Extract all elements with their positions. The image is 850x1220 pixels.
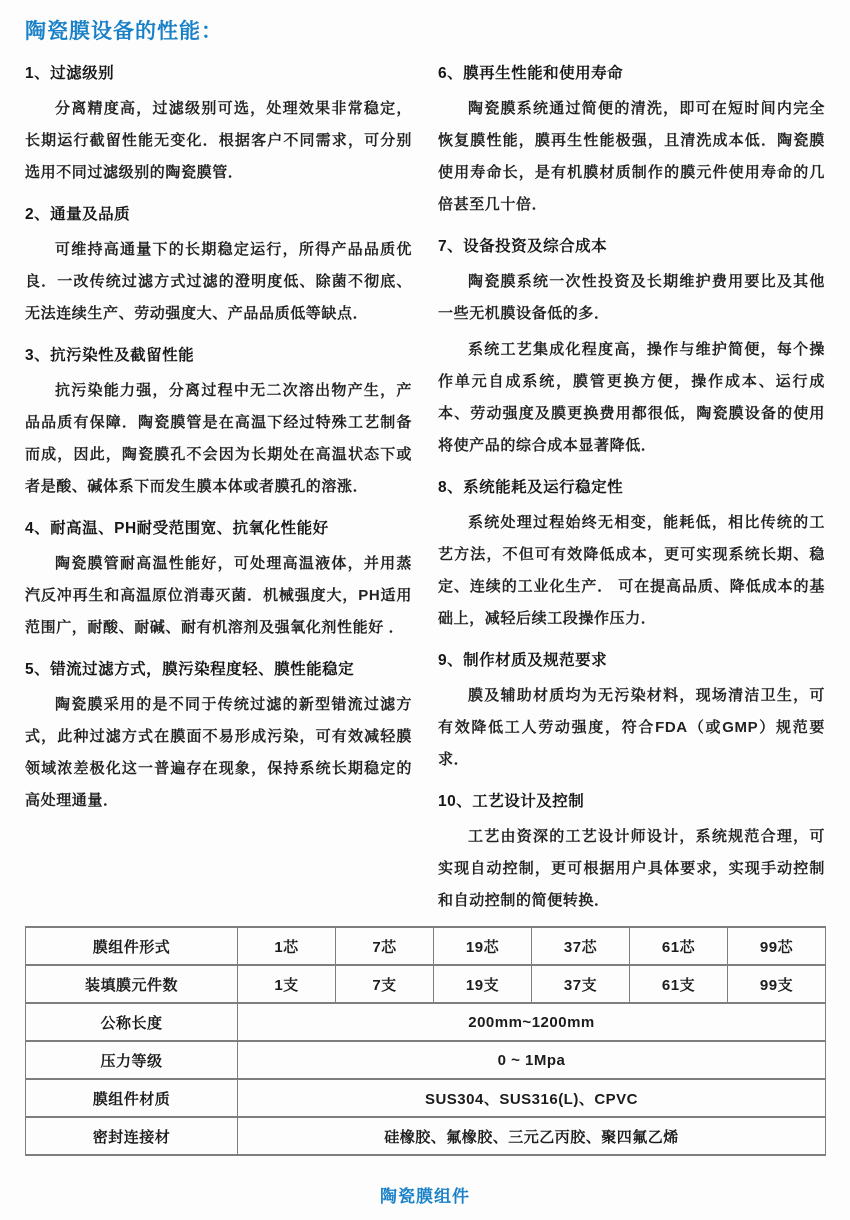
section-paragraph: 系统工艺集成化程度高，操作与维护简便，每个操作单元自成系统，膜管更换方便，操作成本、运行成本、劳动强度及膜更换费用都很低，陶瓷膜设备的使用将使产品的综合成本显著降低． xyxy=(438,341,825,454)
left-column xyxy=(25,60,412,912)
page-title: 陶瓷膜设备的性能： xyxy=(25,20,223,43)
section-paragraph: 可维持高通量下的长期稳定运行，所得产品品质优良．一改传统过滤方式过滤的澄明度低、除菌不彻底、无法连续生产、劳动强度大、产品品质低等缺点． xyxy=(25,241,412,322)
section-heading: 5、错流过滤方式，膜污染程度轻、膜性能稳定 xyxy=(25,661,355,678)
row-value: 硅橡胶、氟橡胶、三元乙丙胶、聚四氟乙烯 xyxy=(238,1117,826,1155)
row-label: 压力等级 xyxy=(26,1041,238,1079)
section-paragraph: 陶瓷膜系统通过简便的清洗，即可在短时间内完全恢复膜性能，膜再生性能极强，且清洗成本低．陶瓷膜使用寿命长，是有机膜材质制作的膜元件使用寿命的几倍甚至几十倍． xyxy=(438,100,825,213)
row-value: 7芯 xyxy=(336,927,434,965)
section-5-crossflow-filtration xyxy=(25,660,412,817)
section-paragraph: 陶瓷膜管耐高温性能好，可处理高温液体，并用蒸汽反冲再生和高温原位消毒灭菌．机械强度大，PH适用范围广，耐酸、耐碱、耐有机溶剂及强氧化剂性能好 ． xyxy=(25,555,412,636)
footer-caption: 陶瓷膜组件 xyxy=(380,1187,470,1206)
spec-table xyxy=(25,926,826,1156)
table-row-nominal-length xyxy=(26,1003,826,1041)
row-label: 膜组件形式 xyxy=(26,927,238,965)
row-value: 99支 xyxy=(728,965,826,1003)
section-1-filtration-level xyxy=(25,64,412,189)
row-value: 37芯 xyxy=(532,927,630,965)
section-heading: 10、工艺设计及控制 xyxy=(438,793,585,810)
section-10-process-design-control xyxy=(438,792,825,912)
section-7-investment-cost xyxy=(438,237,825,462)
table-row-seal-material xyxy=(26,1117,826,1155)
row-value: 7支 xyxy=(336,965,434,1003)
section-paragraph: 陶瓷膜采用的是不同于传统过滤的新型错流过滤方式，此种过滤方式在膜面不易形成污染，可有效减轻膜领域浓差极化这一普遍存在现象，保持系统长期稳定的高处理通量． xyxy=(25,696,412,809)
row-value: 0 ~ 1Mpa xyxy=(238,1041,826,1079)
row-value: 61芯 xyxy=(630,927,728,965)
row-value: 200mm~1200mm xyxy=(238,1003,826,1041)
table-row-pressure-rating xyxy=(26,1041,826,1079)
section-heading: 6、膜再生性能和使用寿命 xyxy=(438,65,624,82)
section-paragraph: 陶瓷膜系统一次性投资及长期维护费用要比及其他一些无机膜设备低的多． xyxy=(438,273,825,322)
section-paragraph: 抗污染能力强，分离过程中无二次溶出物产生，产品品质有保障．陶瓷膜管是在高温下经过特殊工艺制备而成，因此，陶瓷膜孔不会因为长期处在高温状态下或者是酸、碱体系下而发生膜本体或者膜孔的溶涨． xyxy=(25,382,412,495)
section-paragraph: 系统处理过程始终无相变，能耗低，相比传统的工艺方法，不但可有效降低成本，更可实现系统长期、稳定、连续的工业化生产． 可在提高品质、降低成本的基础上，减轻后续工段操作压力． xyxy=(438,514,825,627)
row-label: 密封连接材 xyxy=(26,1117,238,1155)
section-heading: 1、过滤级别 xyxy=(25,65,115,82)
row-value: SUS304、SUS316(L)、CPVC xyxy=(238,1079,826,1117)
section-paragraph: 膜及辅助材质均为无污染材料，现场清洁卫生，可有效降低工人劳动强度，符合FDA（或GMP）规范要求． xyxy=(438,687,825,768)
section-heading: 3、抗污染性及截留性能 xyxy=(25,347,195,364)
row-label: 膜组件材质 xyxy=(26,1079,238,1117)
row-value: 99芯 xyxy=(728,927,826,965)
section-heading: 2、通量及品质 xyxy=(25,206,131,223)
section-heading: 9、制作材质及规范要求 xyxy=(438,652,608,669)
section-8-energy-stability xyxy=(438,478,825,635)
right-column xyxy=(438,60,825,912)
row-value: 37支 xyxy=(532,965,630,1003)
row-label: 公称长度 xyxy=(26,1003,238,1041)
section-6-regeneration-lifespan xyxy=(438,64,825,221)
table-row-element-count xyxy=(26,965,826,1003)
row-value: 61支 xyxy=(630,965,728,1003)
section-4-temperature-ph-oxidation xyxy=(25,519,412,644)
row-value: 1芯 xyxy=(238,927,336,965)
section-2-flux-quality xyxy=(25,205,412,330)
section-3-antifouling-retention xyxy=(25,346,412,503)
two-column-body xyxy=(25,60,825,912)
section-paragraph: 分离精度高，过滤级别可选，处理效果非常稳定，长期运行截留性能无变化．根据客户不同需求，可分别选用不同过滤级别的陶瓷膜管． xyxy=(25,100,412,181)
section-9-materials-standards xyxy=(438,651,825,776)
table-row-module-form xyxy=(26,927,826,965)
section-heading: 7、设备投资及综合成本 xyxy=(438,238,608,255)
section-heading: 8、系统能耗及运行稳定性 xyxy=(438,479,624,496)
row-value: 1支 xyxy=(238,965,336,1003)
row-value: 19芯 xyxy=(434,927,532,965)
section-paragraph: 工艺由资深的工艺设计师设计，系统规范合理，可实现自动控制，更可根据用户具体要求，实现手动控制和自动控制的简便转换． xyxy=(438,828,825,909)
section-heading: 4、耐高温、PH耐受范围宽、抗氧化性能好 xyxy=(25,520,329,537)
row-label: 装填膜元件数 xyxy=(26,965,238,1003)
table-row-module-material xyxy=(26,1079,826,1117)
row-value: 19支 xyxy=(434,965,532,1003)
